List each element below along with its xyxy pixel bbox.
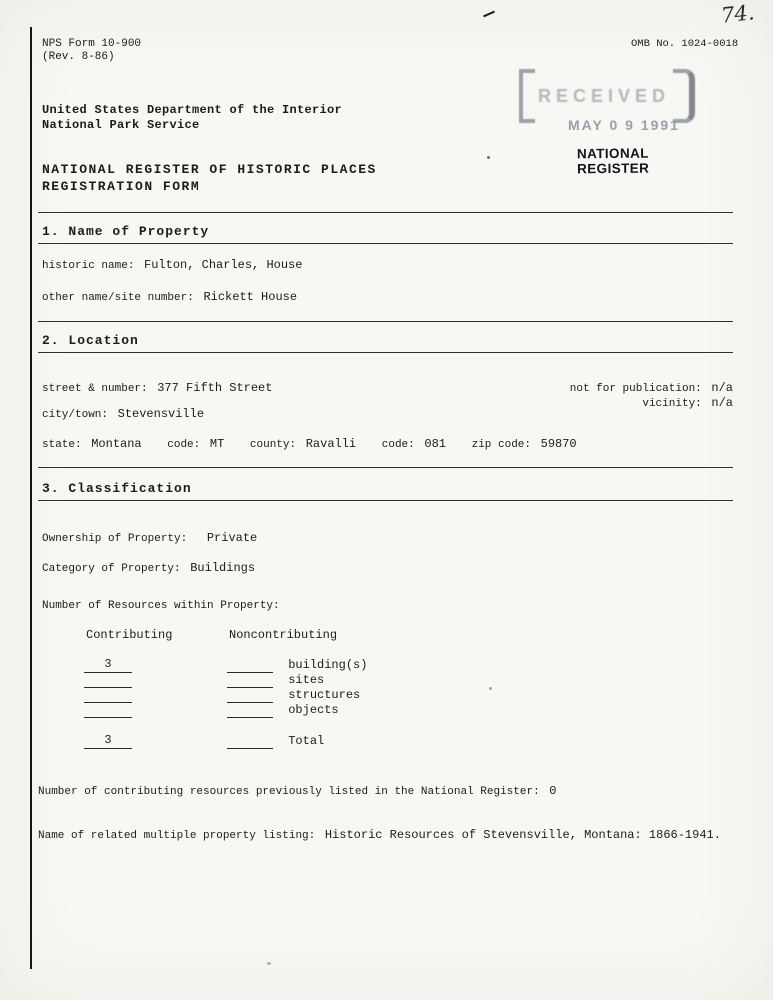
historic-name-row: [42, 255, 302, 273]
speck-artifact: [487, 156, 490, 159]
noncontributing-cell: [227, 702, 273, 718]
form-number: NPS Form 10-900: [42, 38, 142, 50]
other-name-value: Rickett House: [203, 290, 298, 304]
previously-listed-label: Number of contributing resources previously listed in the National Register:: [38, 786, 540, 798]
county-label: county:: [249, 439, 297, 451]
street-label: street & number:: [42, 383, 148, 395]
form-title-line2: REGISTRATION FORM: [42, 179, 201, 194]
state-label: state:: [42, 439, 82, 451]
city-label: city/town:: [42, 409, 109, 421]
zip-value: 59870: [540, 437, 577, 451]
state-code-value: MT: [209, 437, 225, 451]
resource-type-label: building(s): [288, 658, 368, 672]
noncontributing-header: Noncontributing: [229, 628, 338, 642]
stamp-left-bracket-icon: [519, 69, 535, 123]
previously-listed-row: [38, 781, 557, 799]
category-value: Buildings: [190, 561, 256, 575]
county-code-label: code:: [381, 439, 415, 451]
resources-count-label: Number of Resources within Property:: [42, 600, 280, 612]
section-divider: [38, 352, 733, 353]
noncontributing-total-cell: [227, 733, 273, 749]
vicinity-row: [642, 393, 733, 411]
section-divider: [38, 243, 733, 244]
contributing-header: Contributing: [86, 628, 173, 642]
street-value: 377 Fifth Street: [157, 381, 273, 395]
national-register-stamp: [577, 147, 650, 177]
resource-type-label: structures: [288, 688, 361, 702]
section-divider: [38, 467, 733, 468]
resource-row-total: [84, 731, 324, 749]
not-for-publication-value: n/a: [711, 381, 733, 395]
resource-type-label: sites: [288, 673, 325, 687]
section-divider: [38, 500, 733, 501]
category-row: [42, 558, 255, 576]
multiple-listing-row: [38, 825, 721, 843]
ownership-row: [42, 528, 257, 546]
form-revision: (Rev. 8-86): [42, 51, 115, 63]
speck-artifact: [489, 687, 492, 690]
other-name-label: other name/site number:: [42, 292, 194, 304]
state-row: [42, 434, 577, 452]
section1-heading: 1. Name of Property: [42, 224, 210, 239]
previously-listed-value: 0: [549, 784, 557, 798]
historic-name-value: Fulton, Charles, House: [144, 258, 303, 272]
section-divider: [38, 212, 733, 213]
omb-number: OMB No. 1024-0018: [631, 38, 739, 50]
stamp-received-text: RECEIVED: [537, 85, 671, 106]
county-value: Ravalli: [305, 437, 357, 451]
pen-tick-mark: [483, 11, 495, 18]
contributing-cell: 3: [84, 657, 132, 673]
historic-name-label: historic name:: [42, 260, 135, 272]
vicinity-label: vicinity:: [642, 398, 702, 410]
street-row: [42, 378, 272, 396]
stamp-right-bracket-icon: [673, 69, 695, 123]
county-code-value: 081: [424, 437, 446, 451]
contributing-cell: [84, 702, 132, 718]
handwritten-page-number: 74.: [719, 0, 756, 28]
total-label: Total: [288, 734, 325, 748]
resource-row-objects: [84, 700, 339, 718]
stamp-line1: NATIONAL: [576, 145, 649, 162]
ownership-value: Private: [206, 531, 258, 545]
section-divider: [38, 321, 733, 322]
zip-label: zip code:: [471, 439, 532, 451]
category-label: Category of Property:: [42, 563, 181, 575]
resource-type-label: objects: [288, 703, 339, 717]
received-stamp: [519, 70, 695, 122]
department-name: United States Department of the Interior: [42, 103, 343, 117]
stamp-date: MAY 0 9 1991: [568, 117, 680, 133]
scan-edge-artifact: [30, 27, 32, 969]
stamp-line2: REGISTER: [576, 160, 650, 176]
contributing-total-cell: 3: [84, 733, 132, 749]
agency-name: National Park Service: [42, 118, 200, 132]
not-for-publication-label: not for publication:: [569, 383, 702, 395]
state-value: Montana: [91, 437, 142, 451]
multiple-listing-value: Historic Resources of Stevensville, Montana: 1866-1941.: [324, 828, 721, 842]
city-row: [42, 404, 204, 422]
other-name-row: [42, 287, 297, 305]
ownership-label: Ownership of Property:: [42, 533, 188, 545]
state-code-label: code:: [167, 439, 201, 451]
form-title-line1: NATIONAL REGISTER OF HISTORIC PLACES: [42, 162, 377, 177]
vicinity-value: n/a: [711, 396, 733, 410]
city-value: Stevensville: [117, 407, 205, 421]
speck-artifact: [267, 962, 271, 965]
multiple-listing-label: Name of related multiple property listing:: [38, 830, 316, 842]
section3-heading: 3. Classification: [42, 481, 192, 496]
section2-heading: 2. Location: [42, 333, 139, 348]
